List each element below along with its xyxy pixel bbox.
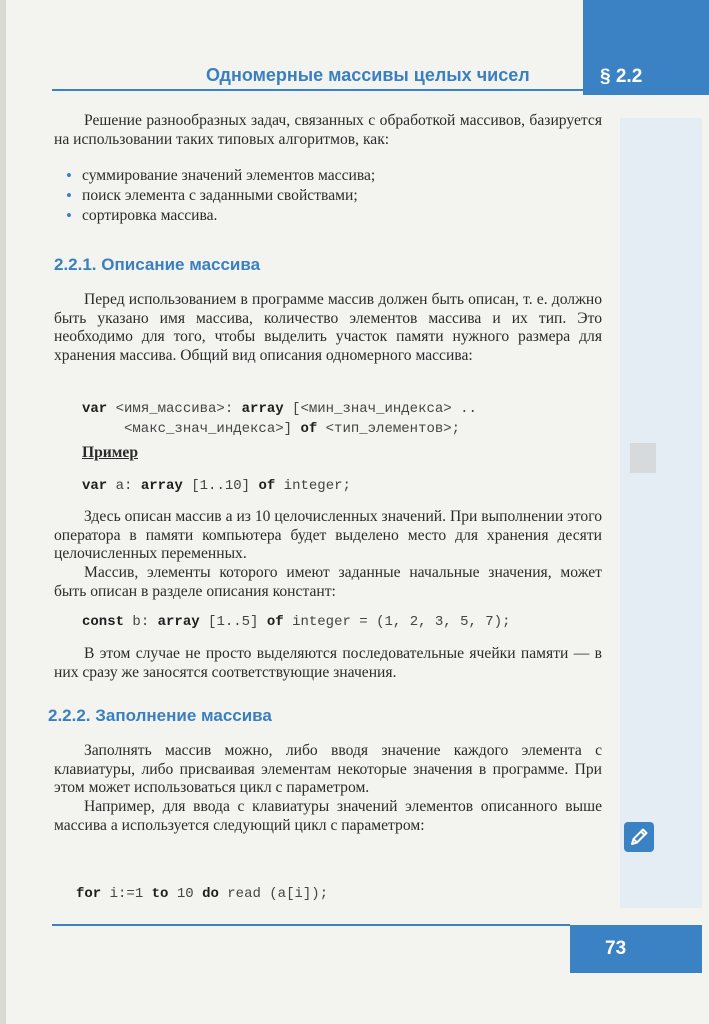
keyword: var [82,401,108,417]
page-edge [0,0,6,1024]
keyword: array [157,614,200,630]
keyword: of [300,421,318,437]
keyword: array [140,478,183,494]
loop-code [76,884,328,904]
code-text: [1..10] [182,478,259,494]
page-number-tab [570,925,702,973]
keyword: const [82,614,125,630]
code-text: b: [124,614,158,630]
pencil-icon [624,822,654,852]
keyword: array [241,401,284,417]
chapter-title: Одномерные массивы целых чисел [206,65,530,85]
list-item: • сортировка массива. [62,206,602,226]
section-heading-filling: 2.2.2. Заполнение массива [48,706,272,725]
explanation-paragraph [54,508,602,602]
code-text: <тип_элементов>; [317,421,461,437]
code-text: integer = (1, 2, 3, 5, 7); [283,614,511,630]
footer-divider [52,924,570,926]
page-number: 73 [605,938,627,959]
code-text: read (a[i]); [218,886,329,902]
code-text: [<мин_знач_индекса> .. [283,401,477,417]
keyword: do [202,886,219,902]
code-text: <макс_знач_индекса>] [82,421,301,437]
filling-text: Заполнять массив можно, либо вводя значение каждого элемента с клавиатуры, либо присваивая элементам некоторые значения в программе. При этом может использоваться цикл с параметром. [54,742,602,797]
example-code [82,476,351,496]
code-text: integer; [275,478,351,494]
list-item: • поиск элемента с заданными свойствами; [62,186,602,206]
example-label: Пример [82,444,139,461]
const-code [82,612,511,632]
keyword: of [258,478,276,494]
keyword: of [266,614,284,630]
description-paragraph [54,291,602,366]
section-heading-description: 2.2.1. Описание массива [54,255,261,274]
filling-paragraph [54,742,602,836]
memory-paragraph [54,645,602,682]
code-text: <имя_массива>: [107,401,242,417]
const-intro-text: Массив, элементы которого имеют заданные начальные значения, может быть описан в разделе описания констант: [54,564,602,600]
intro-paragraph [54,112,602,149]
section-number: § 2.2 [600,66,643,87]
keyword: var [82,478,108,494]
list-item: • суммирование значений элементов массива; [62,166,602,186]
side-strip [620,118,702,908]
memory-text: В этом случае не просто выделяются последовательные ячейки памяти — в них сразу же заносятся соответствующие значения. [54,645,602,681]
header-divider [52,89,583,91]
keyword: to [151,886,169,902]
code-text: 10 [168,886,203,902]
explanation-text: Здесь описан массив a из 10 целочисленных значений. При выполнении этого оператора в памяти компьютера будет выделено место для хранения десяти целочисленных переменных. [54,508,602,563]
algorithm-list [62,166,602,226]
intro-text: Решение разнообразных задач, связанных с обработкой массивов, базируется на использовании таких типовых алгоритмов, как: [54,112,602,148]
code-text: a: [107,478,141,494]
syntax-code-block [82,399,477,439]
description-text: Перед использованием в программе массив должен быть описан, т. е. должно быть указано имя массива, количество элементов массива и их тип. Это необходимо для того, чтобы выделить участок памяти нужного размера для хранения массива. Общий вид описания одномерного массива: [54,291,602,365]
code-text: [1..5] [199,614,267,630]
keyword: for [76,886,102,902]
loop-intro-text: Например, для ввода с клавиатуры значений элементов описанного выше массива a используется следующий цикл с параметром: [54,798,602,834]
code-text: i:=1 [101,886,152,902]
margin-marker [630,443,656,473]
